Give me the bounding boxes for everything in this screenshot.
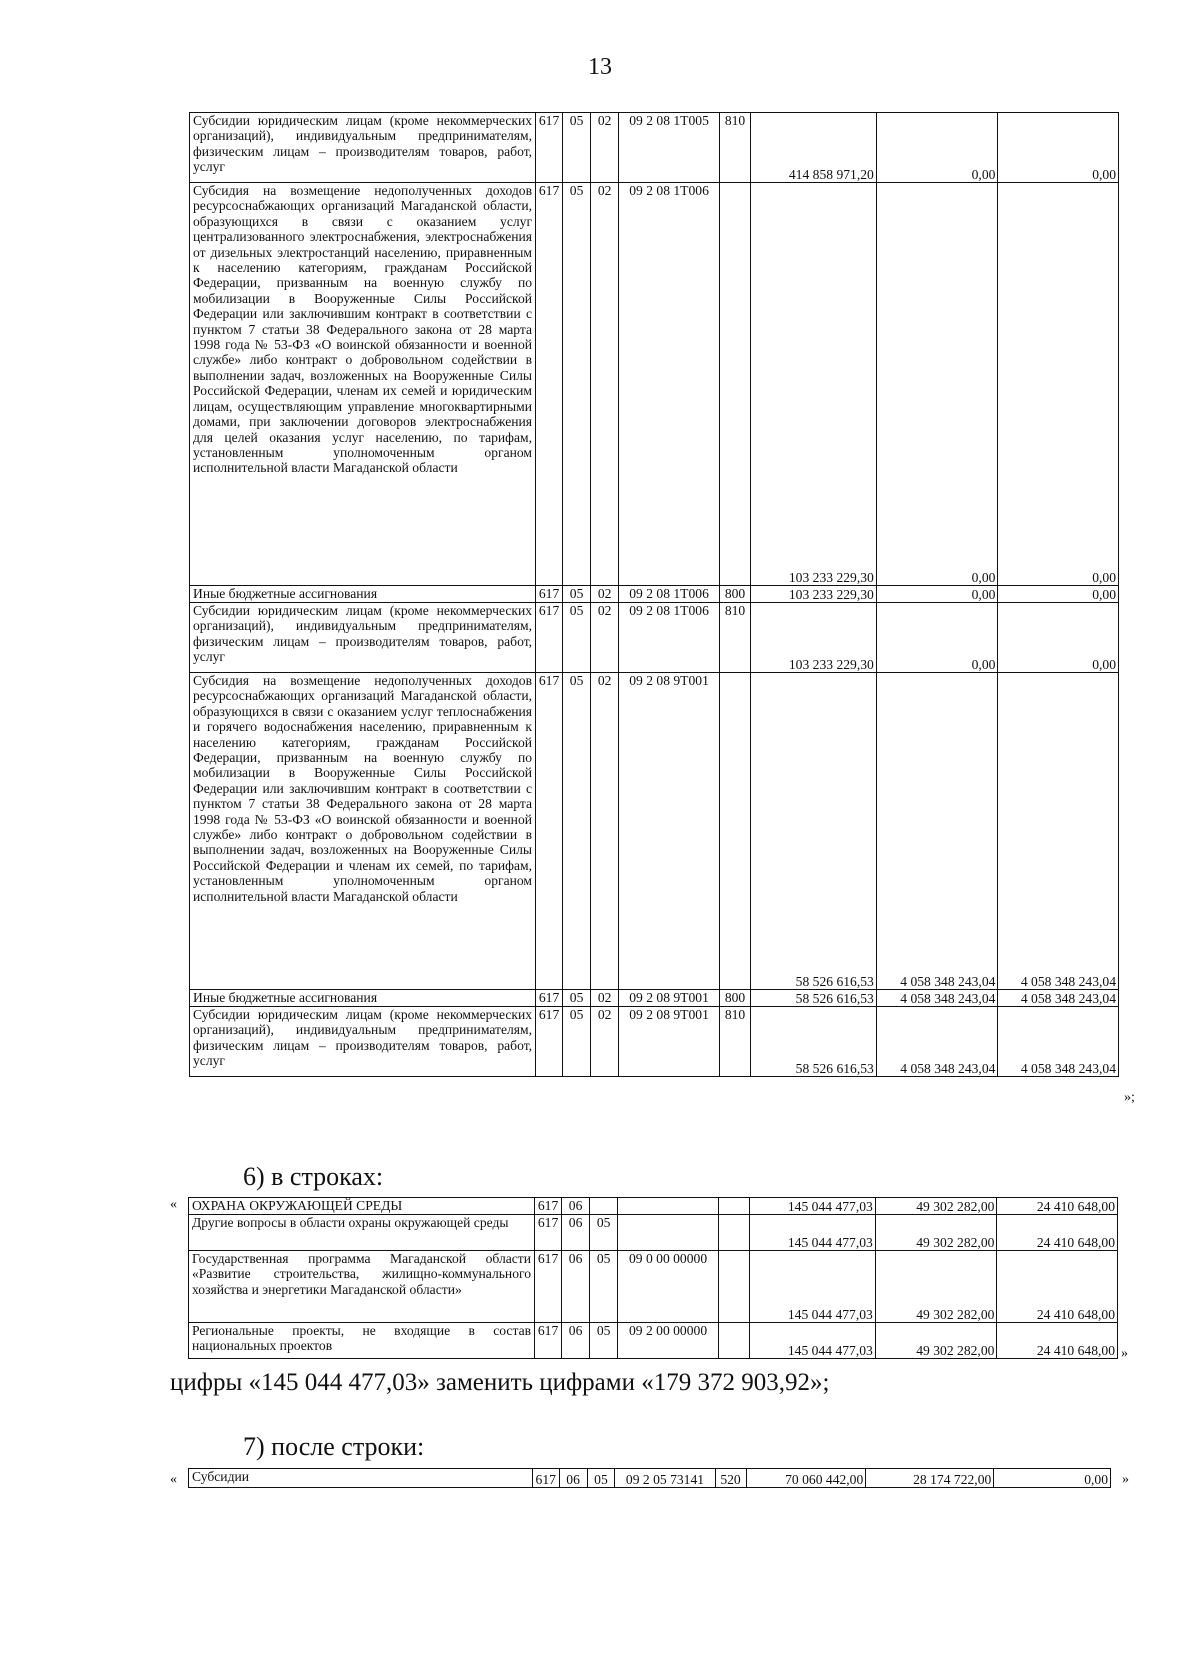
- section-code-cell: 05: [563, 586, 591, 603]
- target-item-cell: 09 2 08 1Т006: [619, 603, 720, 673]
- row-name-cell: Государственная программа Магаданской области «Развитие строительства, жилищно-коммунального хозяйства и энергетики Магаданской области»: [189, 1251, 535, 1323]
- expense-type-cell: [718, 1323, 749, 1359]
- expense-type-cell: [719, 673, 750, 990]
- table-row: [190, 1007, 1119, 1077]
- section-code-cell: 06: [562, 1323, 590, 1359]
- amount-year-2-cell: 49 302 282,00: [875, 1198, 997, 1215]
- opening-quote: «: [170, 1197, 177, 1212]
- row-name-cell: Субсидии юридическим лицам (кроме некоммерческих организаций), индивидуальным предпринимателям, физическим лицам – производителям товаров, работ, услуг: [190, 1007, 536, 1077]
- amount-year-1-cell: 145 044 477,03: [750, 1198, 876, 1215]
- row-name-cell: Иные бюджетные ассигнования: [190, 586, 536, 603]
- target-item-cell: 09 2 05 73141: [615, 1469, 715, 1488]
- amount-year-2-cell: 0,00: [876, 603, 998, 673]
- amount-year-2-cell: 4 058 348 243,04: [876, 673, 998, 990]
- table-row: [190, 603, 1119, 673]
- target-item-cell: 09 0 00 00000: [618, 1251, 719, 1323]
- expense-type-cell: [718, 1215, 749, 1251]
- amount-year-1-cell: 58 526 616,53: [751, 1007, 877, 1077]
- row-name-cell: Субсидия на возмещение недополученных доходов ресурсоснабжающих организаций Магаданской области, образующихся в связи с оказанием услуг теплоснабжения и горячего водоснабжения населению, приравненным к населению категориям, гражданам Российской Федерации, призванным на военную службу по мобилизации в Вооруженные Силы Российской Федерации или заключившим контракт в соответствии с пунктом 7 статьи 38 Федерального закона от 28 марта 1998 года № 53-ФЗ «О воинской обязанности и военной службе» либо контракт о добровольном содействии в выполнении задач, возложенных на Вооруженные Силы Российской Федерации и членам их семей, по тарифам, установленным уполномоченным органом исполнительной власти Магаданской области: [190, 673, 536, 990]
- subsection-code-cell: 02: [591, 603, 619, 673]
- table-row: [189, 1469, 1111, 1488]
- expense-type-cell: 800: [719, 586, 750, 603]
- row-name-cell: Другие вопросы в области охраны окружающей среды: [189, 1215, 535, 1251]
- row-name-cell: ОХРАНА ОКРУЖАЮЩЕЙ СРЕДЫ: [189, 1198, 535, 1215]
- table-row: [189, 1215, 1118, 1251]
- ministry-code-cell: 617: [536, 990, 563, 1007]
- ministry-code-cell: 617: [535, 1198, 562, 1215]
- section-code-cell: 05: [563, 1007, 591, 1077]
- amount-year-3-cell: 24 410 648,00: [997, 1251, 1118, 1323]
- subsection-code-cell: 02: [591, 673, 619, 990]
- amount-year-3-cell: 24 410 648,00: [997, 1198, 1118, 1215]
- amount-year-1-cell: 145 044 477,03: [750, 1215, 876, 1251]
- amount-year-1-cell: 414 858 971,20: [751, 113, 877, 183]
- row-name-cell: Субсидия на возмещение недополученных доходов ресурсоснабжающих организаций Магаданской области, образующихся в связи с оказанием услуг централизованного электроснабжения, электроснабжения от дизельных электростанций населению, приравненным к населению категориям, гражданам Российской Федерации, призванным на военную службу по мобилизации в Вооруженные Силы Российской Федерации или заключившим контракт в соответствии с пунктом 7 статьи 38 Федерального закона от 28 марта 1998 года № 53-ФЗ «О воинской обязанности и военной службе» либо контракт о добровольном содействии в выполнении задач, возложенных на Вооруженные Силы Российской Федерации, членам их семей и юридическим лицам, осуществляющим управление многоквартирными домами, при заключении договоров электроснабжения для целей оказания услуг населению, по тарифам, установленным уполномоченным органом исполнительной власти Магаданской области: [190, 183, 536, 586]
- subsection-code-cell: 05: [590, 1215, 618, 1251]
- section-code-cell: 05: [563, 673, 591, 990]
- amount-year-2-cell: 0,00: [876, 183, 998, 586]
- target-item-cell: 09 2 08 1Т006: [619, 586, 720, 603]
- closing-quote: »: [1121, 1346, 1128, 1361]
- subsection-code-cell: 05: [590, 1323, 618, 1359]
- subsection-code-cell: 02: [591, 586, 619, 603]
- expense-type-cell: 810: [719, 113, 750, 183]
- ministry-code-cell: 617: [536, 183, 563, 586]
- target-item-cell: 09 2 08 1Т006: [619, 183, 720, 586]
- amount-year-1-cell: 145 044 477,03: [750, 1323, 876, 1359]
- expense-type-cell: 810: [719, 603, 750, 673]
- row-name-cell: Иные бюджетные ассигнования: [190, 990, 536, 1007]
- amount-year-3-cell: 4 058 348 243,04: [998, 990, 1119, 1007]
- target-item-cell: 09 2 08 9Т001: [619, 990, 720, 1007]
- section-6-table: [188, 1197, 1118, 1359]
- amount-year-3-cell: 0,00: [994, 1469, 1111, 1488]
- amount-year-1-cell: 70 060 442,00: [746, 1469, 866, 1488]
- section-7-table: [188, 1468, 1111, 1488]
- expense-type-cell: [718, 1251, 749, 1323]
- expense-type-cell: 800: [719, 990, 750, 1007]
- table-row: [190, 183, 1119, 586]
- closing-quote: »;: [1124, 1090, 1135, 1105]
- amount-year-3-cell: 0,00: [998, 113, 1119, 183]
- subsection-code-cell: [590, 1198, 618, 1215]
- closing-quote: »: [1122, 1472, 1129, 1487]
- section-6-heading: 6) в строках:: [243, 1162, 384, 1191]
- expense-type-cell: [719, 183, 750, 586]
- row-name-cell: Субсидии: [189, 1469, 533, 1488]
- ministry-code-cell: 617: [535, 1251, 562, 1323]
- amount-year-3-cell: 4 058 348 243,04: [998, 1007, 1119, 1077]
- amount-year-3-cell: 24 410 648,00: [997, 1323, 1118, 1359]
- expense-type-cell: 520: [715, 1469, 746, 1488]
- target-item-cell: 09 2 08 9Т001: [619, 673, 720, 990]
- section-code-cell: 06: [562, 1251, 590, 1323]
- page-number: 13: [588, 54, 612, 80]
- amount-year-3-cell: 0,00: [998, 603, 1119, 673]
- amount-year-1-cell: 103 233 229,30: [751, 183, 877, 586]
- table-row: [189, 1251, 1118, 1323]
- amount-year-1-cell: 103 233 229,30: [751, 586, 877, 603]
- ministry-code-cell: 617: [535, 1323, 562, 1359]
- target-item-cell: [618, 1215, 719, 1251]
- amount-year-1-cell: 103 233 229,30: [751, 603, 877, 673]
- table-row: [190, 586, 1119, 603]
- section-6-table-body: [189, 1198, 1118, 1359]
- target-item-cell: 09 2 08 1Т005: [619, 113, 720, 183]
- expense-type-cell: [718, 1198, 749, 1215]
- subsection-code-cell: 02: [591, 183, 619, 586]
- amount-year-2-cell: 4 058 348 243,04: [876, 990, 998, 1007]
- budget-table-body: [190, 113, 1119, 1077]
- table-row: [189, 1198, 1118, 1215]
- section-code-cell: 06: [562, 1198, 590, 1215]
- ministry-code-cell: 617: [536, 673, 563, 990]
- amount-year-2-cell: 49 302 282,00: [875, 1251, 997, 1323]
- section-code-cell: 06: [562, 1215, 590, 1251]
- subsection-code-cell: 02: [591, 1007, 619, 1077]
- amount-year-2-cell: 0,00: [876, 586, 998, 603]
- target-item-cell: 09 2 00 00000: [618, 1323, 719, 1359]
- section-7-heading: 7) после строки:: [243, 1432, 425, 1461]
- ministry-code-cell: 617: [536, 1007, 563, 1077]
- section-code-cell: 06: [559, 1469, 587, 1488]
- amount-year-2-cell: 49 302 282,00: [875, 1215, 997, 1251]
- subsection-code-cell: 05: [587, 1469, 615, 1488]
- table-row: [190, 990, 1119, 1007]
- row-name-cell: Субсидии юридическим лицам (кроме некоммерческих организаций), индивидуальным предпринимателям, физическим лицам – производителям товаров, работ, услуг: [190, 603, 536, 673]
- table-row: [189, 1323, 1118, 1359]
- amount-year-1-cell: 145 044 477,03: [750, 1251, 876, 1323]
- section-code-cell: 05: [563, 603, 591, 673]
- subsection-code-cell: 05: [590, 1251, 618, 1323]
- amount-year-2-cell: 0,00: [876, 113, 998, 183]
- ministry-code-cell: 617: [532, 1469, 559, 1488]
- subsection-code-cell: 02: [591, 113, 619, 183]
- section-code-cell: 05: [563, 183, 591, 586]
- budget-table-continuation: [189, 112, 1119, 1077]
- target-item-cell: 09 2 08 9Т001: [619, 1007, 720, 1077]
- section-7-table-body: [189, 1469, 1111, 1488]
- row-name-cell: Региональные проекты, не входящие в состав национальных проектов: [189, 1323, 535, 1359]
- table-row: [190, 673, 1119, 990]
- amount-year-1-cell: 58 526 616,53: [751, 673, 877, 990]
- section-code-cell: 05: [563, 113, 591, 183]
- ministry-code-cell: 617: [536, 603, 563, 673]
- amount-year-2-cell: 28 174 722,00: [866, 1469, 994, 1488]
- ministry-code-cell: 617: [535, 1215, 562, 1251]
- amount-year-3-cell: 24 410 648,00: [997, 1215, 1118, 1251]
- table-row: [190, 113, 1119, 183]
- amount-year-2-cell: 49 302 282,00: [875, 1323, 997, 1359]
- amount-year-1-cell: 58 526 616,53: [751, 990, 877, 1007]
- row-name-cell: Субсидии юридическим лицам (кроме некоммерческих организаций), индивидуальным предпринимателям, физическим лицам – производителям товаров, работ, услуг: [190, 113, 536, 183]
- replace-instruction: цифры «145 044 477,03» заменить цифрами «179 372 903,92»;: [170, 1369, 830, 1396]
- expense-type-cell: 810: [719, 1007, 750, 1077]
- amount-year-3-cell: 0,00: [998, 183, 1119, 586]
- ministry-code-cell: 617: [536, 113, 563, 183]
- opening-quote: «: [170, 1472, 177, 1487]
- target-item-cell: [618, 1198, 719, 1215]
- amount-year-3-cell: 4 058 348 243,04: [998, 673, 1119, 990]
- amount-year-3-cell: 0,00: [998, 586, 1119, 603]
- subsection-code-cell: 02: [591, 990, 619, 1007]
- section-code-cell: 05: [563, 990, 591, 1007]
- ministry-code-cell: 617: [536, 586, 563, 603]
- amount-year-2-cell: 4 058 348 243,04: [876, 1007, 998, 1077]
